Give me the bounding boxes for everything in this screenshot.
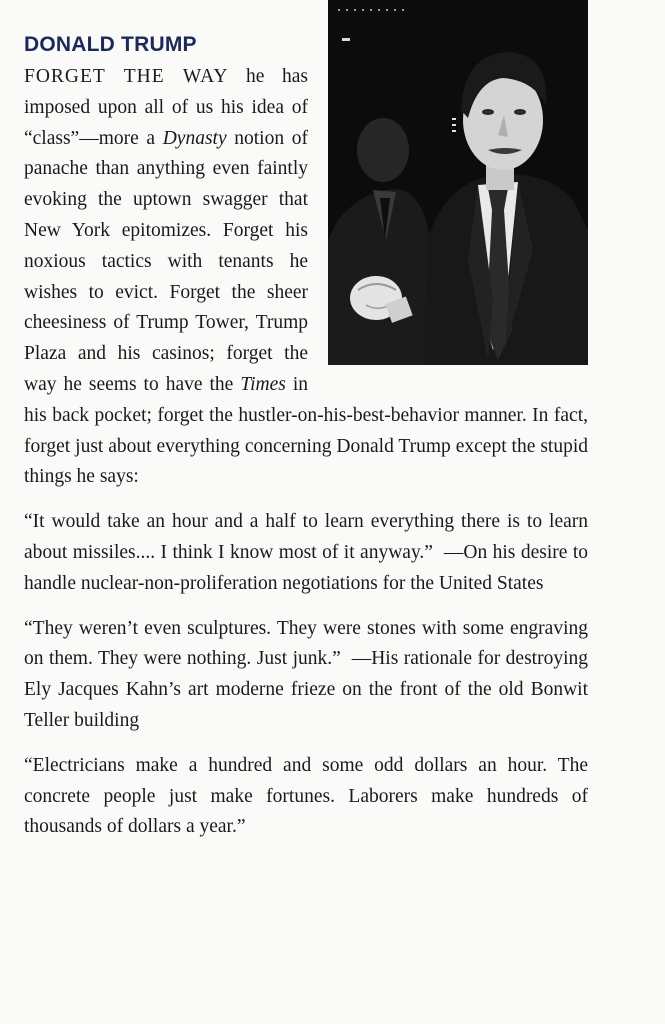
intro-emphasis-dynasty: Dynasty xyxy=(162,127,227,149)
quote-1-text: “It would take an hour and a half to learn everything there is to learn about missiles.... I think I know most of it anyway.” xyxy=(24,511,588,563)
quote-2-text: “They weren’t even sculptures. They were stones with some engraving on them. They were nothing. Just junk.” xyxy=(24,617,588,670)
intro-emphasis-times: Times xyxy=(240,373,286,395)
portrait-illustration xyxy=(328,0,588,365)
quote-2-context: —His rationale for destroying Ely Jacques Kahn’s art moderne frieze on the front of the old Bonwit Teller building xyxy=(24,648,588,731)
intro-text-3: in his back pocket; forget the hustler-on-his-best-behavior manner. In fact, forget just about everything concerning Donald Trump except the stupid things he says: xyxy=(24,373,588,488)
portrait-photo xyxy=(328,0,588,365)
intro-text-2: notion of panache than anything even faintly evoking the uptown swagger that New York epitomizes. Forget his noxious tactics with tenants he wishes to evict. Forget the sheer cheesiness of Trump Tower, Trump Plaza and his casinos; forget the way he seems to have the xyxy=(24,127,308,395)
article-heading: DONALD TRUMP xyxy=(24,33,197,56)
quote-3 xyxy=(24,751,588,843)
article xyxy=(24,28,588,843)
quote-3-text: “Electricians make a hundred and some odd dollars an hour. The concrete people just make fortunes. Laborers make hundreds of thousands of dollars a year.” xyxy=(24,754,588,838)
quote-1-context: —On his desire to handle nuclear-non-proliferation negotiations for the United States xyxy=(24,541,589,594)
lead-in: FORGET THE WAY xyxy=(24,66,229,87)
quote-2 xyxy=(24,614,588,737)
intro-text-1: he has imposed upon all of us his idea of “class”—more a xyxy=(24,66,308,149)
quote-1 xyxy=(24,507,588,599)
